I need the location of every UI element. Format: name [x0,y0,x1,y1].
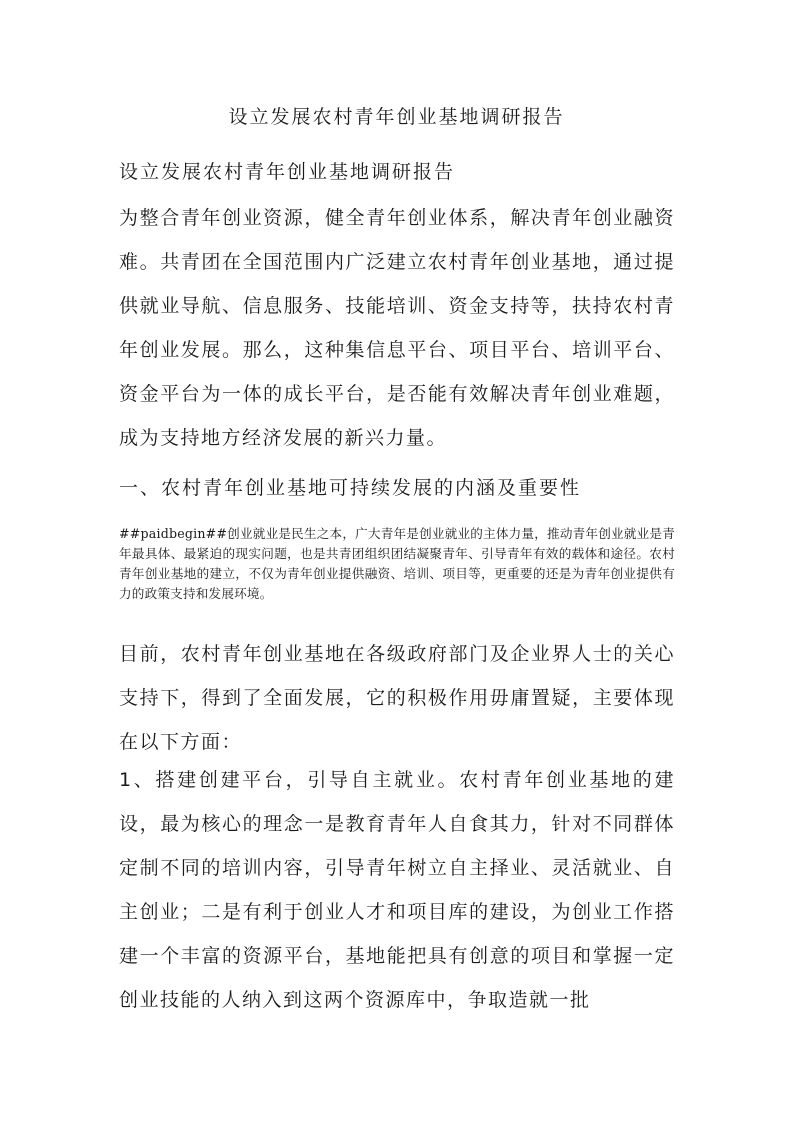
intro-paragraph: 为整合青年创业资源，健全青年创业体系，解决青年创业融资难。共青团在全国范围内广泛建立农村青年创业基地，通过提供就业导航、信息服务、技能培训、资金支持等，扶持农村青年创业发展。那么，这种集信息平台、项目平台、培训平台、资金平台为一体的成长平台，是否能有效解决青年创业难题，成为支持地方经济发展的新兴力量。 [119,207,675,449]
body-paragraph: 目前，农村青年创业基地在各级政府部门及企业界人士的关心支持下，得到了全面发展，它的积极作用毋庸置疑，主要体现在以下方面： [119,643,675,753]
body-paragraph: 1、搭建创建平台，引导自主就业。农村青年创业基地的建设，最为核心的理念一是教育青年人自食其力，针对不同群体定制不同的培训内容，引导青年树立自主择业、灵活就业、自主创业；二是有利于创业人才和项目库的建设，为创业工作搭建一个丰富的资源平台，基地能把具有创意的项目和掌握一定创业技能的人纳入到这两个资源库中，争取造就一批 [119,769,675,1011]
document-title: 设立发展农村青年创业基地调研报告 [228,106,565,128]
document-subtitle: 设立发展农村青年创业基地调研报告 [119,161,456,183]
section-heading: 一、农村青年创业基地可持续发展的内涵及重要性 [119,477,582,499]
section-small-paragraph: ##paidbegin##创业就业是民生之本，广大青年是创业就业的主体力量，推动青年创业就业是青年最具体、最紧迫的现实问题，也是共青团组织团结凝聚青年、引导青年有效的载体和途径。农村青年创业基地的建立，不仅为青年创业提供融资、培训、项目等，更重要的还是为青年创业提供有力的政策支持和发展环境。 [119,526,675,601]
